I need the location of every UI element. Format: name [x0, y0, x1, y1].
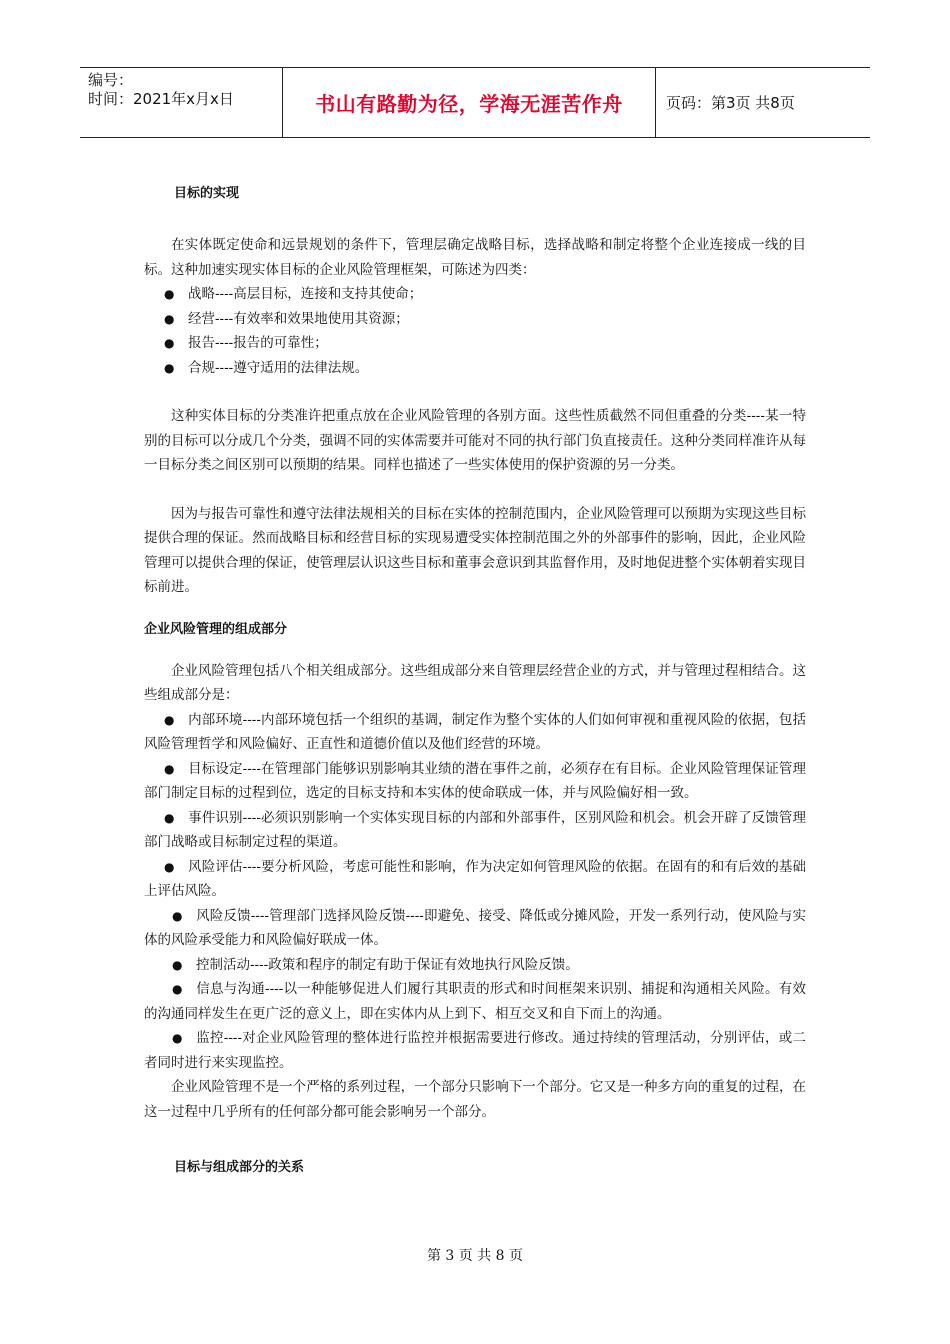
number-label: 编号：	[88, 71, 134, 89]
section-title-relationship: 目标与组成部分的关系	[174, 1160, 305, 1175]
list-item: ● 控制活动----政策和程序的制定有助于保证有效地执行风险反馈。	[144, 953, 806, 978]
document-body	[144, 182, 806, 1175]
bullet-icon: ●	[164, 360, 175, 375]
header-page-code: 页码：第3页 共8页	[666, 94, 795, 112]
list-item: ● 战略----高层目标，连接和支持其使命；	[164, 282, 806, 307]
paragraph: 在实体既定使命和远景规划的条件下，管理层确定战略目标，选择战略和制定将整个企业连接成一线的目标。这种加速实现实体目标的企业风险管理框架，可陈述为四类：	[144, 237, 806, 278]
list-item: ● 风险反馈----管理部门选择风险反馈----即避免、接受、降低或分摊风险，开发一系列行动，使风险与实体的风险承受能力和风险偏好联成一体。	[144, 904, 806, 953]
bullet-icon: ●	[164, 810, 175, 825]
bullet-icon: ●	[164, 761, 175, 776]
list-item: ● 经营----有效率和效果地使用其资源；	[164, 307, 806, 332]
bullet-icon: ●	[172, 982, 183, 996]
list-item: ● 信息与沟通----以一种能够促进人们履行其职责的形式和时间框架来识别、捕捉和沟通相关风险。有效的沟通同样发生在更广泛的意义上，即在实体内从上到下、相互交叉和自下而上的沟通。	[144, 977, 806, 1026]
page-footer: 第 3 页 共 8 页	[426, 1248, 524, 1264]
list-item: ● 目标设定----在管理部门能够识别影响其业绩的潜在事件之前，必须存在有目标。企业风险管理保证管理部门制定目标的过程到位，选定的目标支持和本实体的使命联成一体，并与风险偏好相一致。	[144, 757, 806, 806]
paragraph: 企业风险管理包括八个相关组成部分。这些组成部分来自管理层经营企业的方式，并与管理过程相结合。这些组成部分是：	[144, 662, 806, 703]
header-meta	[80, 68, 282, 137]
section-title-components: 企业风险管理的组成部分	[144, 621, 288, 637]
header-divider	[655, 68, 656, 137]
bullet-icon: ●	[164, 311, 175, 326]
time-label: 时间：2021年x月x日	[88, 90, 234, 108]
bullet-icon: ●	[172, 908, 183, 923]
page-header	[80, 67, 870, 138]
list-item: ● 内部环境----内部环境包括一个组织的基调，制定作为整个实体的人们如何审视和重视风险的依据，包括风险管理哲学和风险偏好、正直性和道德价值以及他们经营的环境。	[144, 708, 806, 757]
paragraph: 企业风险管理不是一个严格的系列过程，一个部分只影响下一个部分。它又是一种多方向的重复的过程，在这一过程中几乎所有的任何部分都可能会影响另一个部分。	[144, 1079, 806, 1120]
list-item: ● 监控----对企业风险管理的整体进行监控并根据需要进行修改。通过持续的管理活动，分别评估，或二者同时进行来实现监控。	[144, 1026, 806, 1075]
bullet-icon: ●	[172, 957, 183, 972]
list-item: ● 风险评估----要分析风险，考虑可能性和影响，作为决定如何管理风险的依据。在固有的和有后效的基础上评估风险。	[144, 855, 806, 904]
list-item: ● 报告----报告的可靠性；	[164, 331, 806, 356]
paragraph: 因为与报告可靠性和遵守法律法规相关的目标在实体的控制范围内，企业风险管理可以预期为实现这些目标提供合理的保证。然而战略目标和经营目标的实现易遭受实体控制范围之外的外部事件的影响，因此，企业风险管理可以提供合理的保证，使管理层认识这些目标和董事会意识到其监督作用，及时地促进整个实体朝着实现目标前进。	[144, 505, 806, 595]
list-item: ● 合规----遵守适用的法律法规。	[164, 356, 806, 381]
section-title-objectives: 目标的实现	[174, 186, 240, 201]
list-item: ● 事件识别----必须识别影响一个实体实现目标的内部和外部事件，区别风险和机会。机会开辟了反馈管理部门战略或目标制定过程的渠道。	[144, 806, 806, 855]
bullet-icon: ●	[164, 336, 175, 350]
paragraph: 这种实体目标的分类准许把重点放在企业风险管理的各别方面。这些性质截然不同但重叠的分类----某一特别的目标可以分成几个分类，强调不同的实体需要并可能对不同的执行部门负直接责任。这种分类同样准许从每一目标分类之间区别可以预期的结果。同样也描述了一些实体使用的保护资源的另一分类。	[144, 408, 806, 473]
header-motto: 书山有路勤为径，学海无涯苦作舟	[315, 92, 623, 116]
bullet-icon: ●	[172, 1031, 183, 1045]
bullet-icon: ●	[164, 287, 175, 301]
bullet-icon: ●	[164, 859, 175, 874]
bullet-icon: ●	[164, 712, 175, 727]
